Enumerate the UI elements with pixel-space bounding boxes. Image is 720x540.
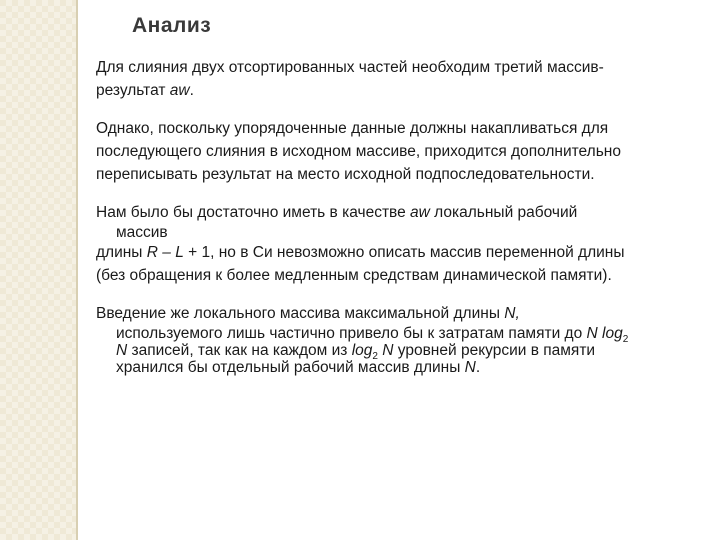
p4-text-d: уровней рекурсии в памяти [393, 342, 596, 359]
decorative-sidebar [0, 0, 76, 540]
p3-text-b: локальный рабочий [429, 204, 578, 221]
p4-text-b: используемого лишь частично привело бы к затратам памяти до [116, 325, 587, 342]
n-var: N [464, 359, 476, 376]
p4-text-a: Введение же локального массива максимальной длины [96, 305, 505, 322]
p3-line-4: (без обращения к более медленным средствам динамической памяти). [96, 267, 612, 284]
n-var: N, [504, 305, 520, 322]
p1-punct: . [189, 82, 194, 99]
p4-punct: . [475, 359, 481, 376]
p1-line-2 [96, 79, 696, 102]
p4-text-c: записей, так как на каждом из [127, 342, 352, 359]
paragraph-2 [96, 117, 696, 186]
length-expr: R – L [146, 244, 184, 261]
n-var: N [377, 342, 394, 359]
sidebar-divider [76, 0, 78, 540]
p4-text-e: хранился бы отдельный рабочий массив длины [116, 359, 465, 376]
p4-line-1 [96, 302, 696, 325]
paragraph-3 [96, 201, 696, 287]
p1-line-1: Для слияния двух отсортированных частей необходим третий массив- [96, 59, 604, 76]
log-base: 2 [622, 334, 629, 346]
p2-line-2: последующего слияния в исходном массиве, приходится дополнительно [96, 143, 621, 160]
aw-var: aw [169, 82, 190, 99]
p3-line-1 [96, 201, 696, 224]
aw-var: aw [410, 204, 430, 221]
p3-line-2: массив [116, 224, 168, 241]
p3-text-a: Нам было бы достаточно иметь в качестве [96, 204, 411, 221]
slide-body [96, 56, 696, 391]
p3-text-c: длины [96, 244, 147, 261]
nlog-expr: N log [586, 325, 623, 342]
paragraph-1 [96, 56, 696, 102]
p3-text-d: + 1, но в Си невозможно описать массив переменной длины [183, 244, 625, 261]
p4-line-2 [96, 325, 696, 346]
p2-line-1: Однако, поскольку упорядоченные данные должны накапливаться для [96, 120, 609, 137]
p4-line-4 [96, 359, 696, 376]
n-var: N [116, 342, 128, 359]
p3-line-3 [96, 241, 696, 264]
p1-text: результат [96, 82, 170, 99]
log-expr: log [351, 342, 373, 359]
p4-line-3 [96, 342, 696, 363]
paragraph-4 [96, 302, 696, 376]
log-base: 2 [372, 351, 378, 363]
slide-title: Анализ [132, 14, 212, 37]
p2-line-3: переписывать результат на место исходной подпоследовательности. [96, 166, 595, 183]
